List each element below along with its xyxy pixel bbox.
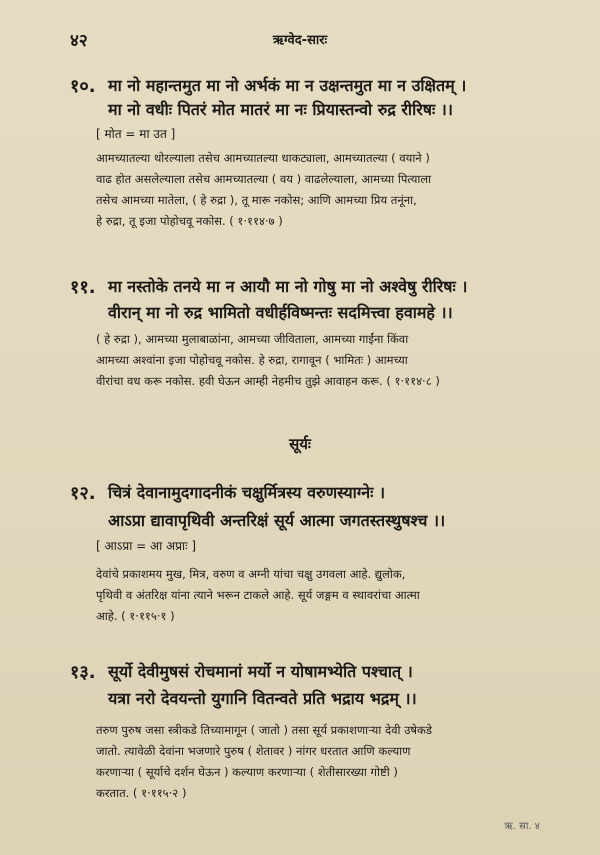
verse-number: १३. bbox=[70, 662, 96, 683]
translation-line: तरुण पुरुष जसा स्त्रीकडे तिच्यामागून ( जातो ) तसा सूर्य प्रकाशणाऱ्या देवी उषेकडे bbox=[96, 723, 433, 737]
verse-number: १२. bbox=[70, 483, 96, 504]
translation-line: वाढ होत असलेल्याला तसेच आमच्यातल्या ( वय ) वाढलेल्याला, आमच्या पित्याला bbox=[96, 172, 432, 186]
running-title: ऋग्वेद-सारः bbox=[272, 33, 328, 48]
verse-number: ११. bbox=[70, 277, 96, 298]
verse-gloss: [ मोत = मा उत ] bbox=[96, 127, 176, 141]
translation-line: ( हे रुद्रा ), आमच्या मुलाबाळांना, आमच्या जीविताला, आमच्या गाईंना किंवा bbox=[96, 332, 409, 346]
translation-line: हे रुद्रा, तू इजा पोहोचवू नकोस. ( १·११४·७ ) bbox=[96, 214, 283, 228]
translation-line: करणाऱ्या ( सूर्याचे दर्शन घेऊन ) कल्याण करणाऱ्या ( शेतीसारख्या गोष्टी ) bbox=[96, 765, 398, 779]
verse-line: वीरान् मा नो रुद्र भामितो वधीर्हविष्मन्तः सदमित्त्वा हवामहे ।। bbox=[108, 303, 453, 322]
page-number: ४२ bbox=[70, 31, 88, 51]
translation-line: आमच्या अश्वांना इजा पोहोचवू नकोस. हे रुद्रा, रागावून ( भामितः ) आमच्या bbox=[96, 353, 408, 367]
verse-line: चित्रं देवानामुदगादनीकं चक्षुर्मित्रस्य वरुणस्याग्नेः । bbox=[108, 483, 386, 502]
verse-line: यत्रा नरो देवयन्तो युगानि वितन्वते प्रति भद्राय भद्रम् ।। bbox=[108, 689, 417, 708]
section-heading: सूर्यः bbox=[289, 435, 311, 453]
verse-translation bbox=[96, 564, 420, 627]
translation-line: आहे. ( १·११५·१ ) bbox=[96, 609, 175, 623]
translation-line: जातो. त्यावेळी देवांना भजणारे पुरुष ( शेतावर ) नांगर धरतात आणि कल्याण bbox=[96, 744, 411, 758]
verse-number: १०. bbox=[70, 76, 96, 97]
page-header bbox=[0, 28, 600, 52]
verse-line: आऽप्रा द्यावापृथिवी अन्तरिक्षं सूर्य आत्मा जगतस्तस्थुषश्च ।। bbox=[108, 511, 446, 530]
verse-line: मा नो वधीः पितरं मोत मातरं मा नः प्रियास्तन्वो रुद्र रीरिषः ।। bbox=[108, 100, 453, 119]
translation-line: तसेच आमच्या मातेला, ( हे रुद्रा ), तू मारू नकोस; आणि आमच्या प्रिय तनूंना, bbox=[96, 193, 417, 207]
verse-translation bbox=[96, 720, 432, 804]
verse-translation bbox=[96, 148, 431, 232]
translation-line: देवांचे प्रकाशमय मुख, मित्र, वरुण व अग्नी यांचा चक्षु उगवला आहे. द्युलोक, bbox=[96, 567, 406, 581]
translation-line: वीरांचा वध करू नकोस. हवी घेऊन आम्ही नेहमीच तुझे आवाहन करू. ( १·११४·८ ) bbox=[96, 374, 440, 388]
verse-line: सूर्यो देवीमुषसं रोचमानां मर्यो न योषामभ्येति पश्चात् । bbox=[108, 662, 413, 681]
translation-line: करतात. ( १·११५·२ ) bbox=[96, 786, 187, 800]
verse-translation bbox=[96, 329, 440, 392]
translation-line: आमच्यातल्या थोरल्याला तसेच आमच्यातल्या धाकट्याला, आमच्यातल्या ( वयाने ) bbox=[96, 151, 430, 165]
verse-line: मा नो महान्तमुत मा नो अर्भकं मा न उक्षन्तमुत मा न उक्षितम् । bbox=[108, 76, 467, 95]
verse-line: मा नस्तोके तनये मा न आयौ मा नो गोषु मा नो अश्वेषु रीरिषः । bbox=[108, 277, 468, 296]
translation-line: पृथिवी व अंतरिक्ष यांना त्याने भरून टाकले आहे. सूर्य जङ्गम व स्थावरांचा आत्मा bbox=[96, 588, 420, 602]
verse-gloss: [ आऽप्रा = आ अप्राः ] bbox=[96, 539, 197, 553]
footer-signature-mark: ऋ. सा. ४ bbox=[504, 821, 540, 832]
